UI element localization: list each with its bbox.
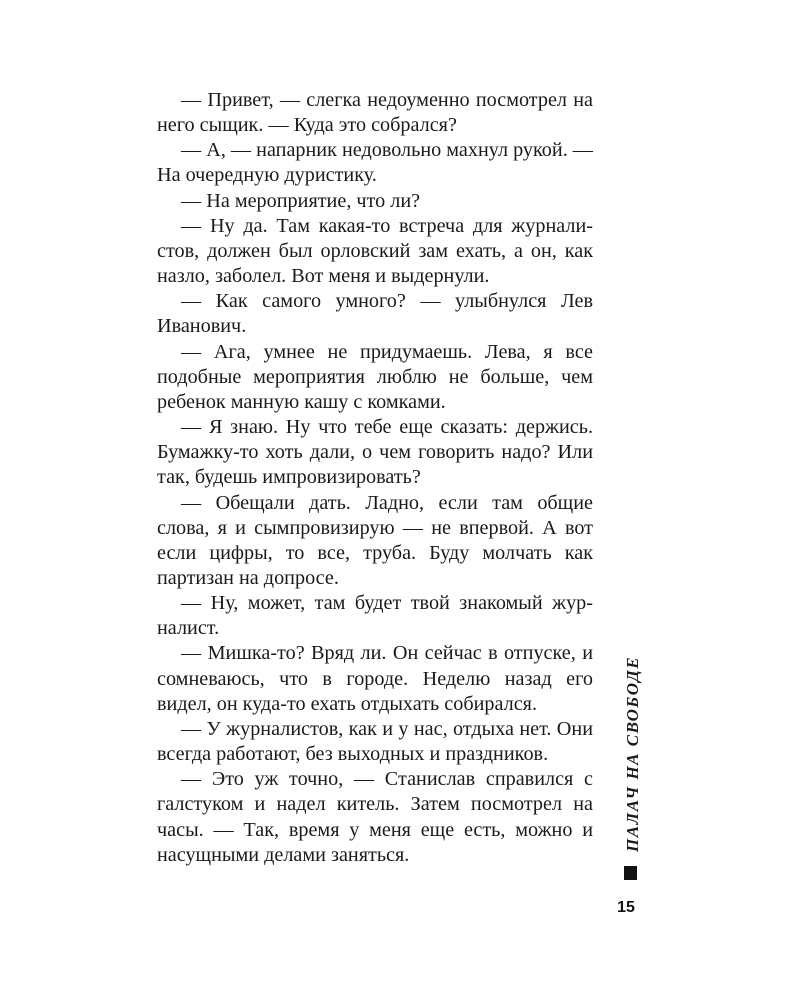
paragraph: — Привет, — слегка недоуменно посмотрел на него сыщик. — Куда это собрался?	[157, 89, 593, 137]
page-body-text	[157, 88, 593, 868]
paragraph: — Я знаю. Ну что тебе еще сказать: держись. Бумажку-то хоть дали, о чем говорить надо? Или так, будешь импровизировать?	[157, 416, 593, 489]
paragraph: — Ага, умнее не придумаешь. Лева, я все подобные мероприятия люблю не больше, чем ребенок манную кашу с комками.	[157, 340, 593, 413]
paragraph: — На мероприятие, что ли?	[181, 189, 421, 212]
paragraph: — Мишка-то? Вряд ли. Он сейчас в отпуске, и сомневаюсь, что в городе. Неделю назад его видел, он куда-то ехать отдыхать собирался.	[157, 642, 593, 715]
paragraph: — Как самого умного? — улыбнулся Лев Иванович.	[157, 290, 593, 338]
running-title: ПАЛАЧ НА СВОБОДЕ	[623, 655, 642, 852]
paragraph: — Обещали дать. Ладно, если там общие слова, я и сымпровизирую — не впервой. А вот если цифры, то все, труба. Буду молчать как партизан на допросе.	[157, 491, 593, 589]
paragraph: — Ну, может, там будет твой знакомый журналист.	[157, 592, 593, 640]
running-title-square-marker	[624, 866, 637, 880]
paragraph: — Ну да. Там какая-то встреча для журналистов, должен был орловский зам ехать, а он, как назло, заболел. Вот меня и выдернули.	[157, 214, 593, 288]
paragraph: — А, — напарник недовольно махнул рукой. — На очередную дуристику.	[157, 139, 593, 187]
paragraph: — У журналистов, как и у нас, отдыха нет. Они всегда работают, без выходных и праздников.	[157, 717, 593, 766]
page-number: 15	[617, 899, 635, 916]
paragraph: — Это уж точно, — Станислав справился с галстуком и надел китель. Затем посмотрел на часы. — Так, время у меня еще есть, можно и насущными делами заняться.	[157, 768, 593, 866]
